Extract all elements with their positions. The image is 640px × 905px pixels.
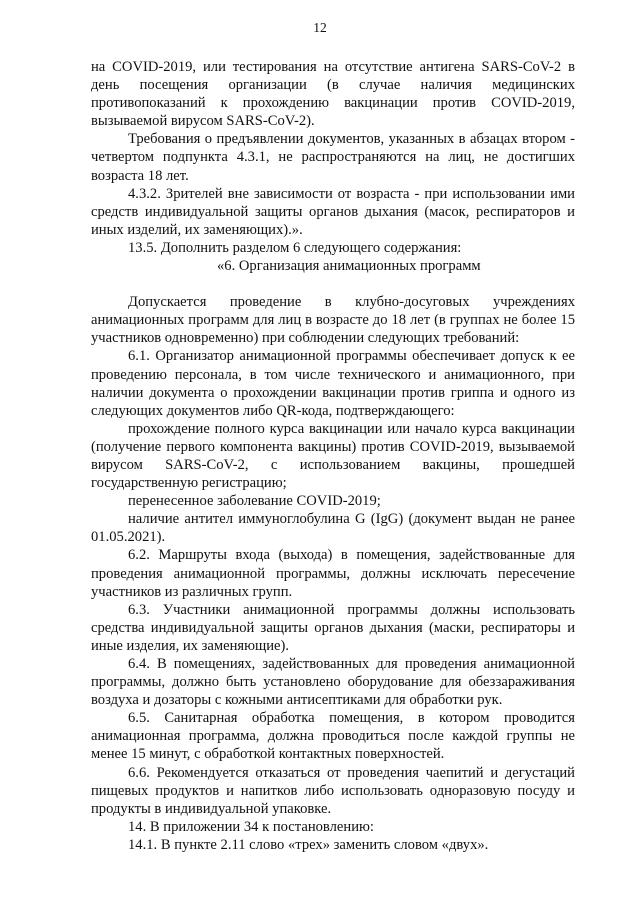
paragraph: 4.3.2. Зрителей вне зависимости от возраста - при использовании ими средств индивидуальной защиты органов дыхания (масок, респираторов и иных изделий, их заменяющих).». (91, 185, 575, 238)
paragraph: 6.3. Участники анимационной программы должны использовать средства индивидуальной защиты органов дыхания (маски, респираторы и иные изделия, их заменяющие). (91, 601, 575, 654)
paragraph: Требования о предъявлении документов, указанных в абзацах втором - четвертом подпункта 4.3.1, не распространяются на лиц, не достигших возраста 18 лет. (91, 131, 575, 184)
paragraph: 6.6. Рекомендуется отказаться от проведения чаепитий и дегустаций пищевых продуктов и напитков либо использовать одноразовую посуду и продукты в индивидуальной упаковке. (91, 764, 575, 817)
paragraph: 6.4. В помещениях, задействованных для проведения анимационной программы, должно быть установлено оборудование для обеззараживания воздуха и дозаторы с кожными антисептиками для обработки рук. (91, 656, 575, 709)
page-number: 12 (313, 20, 327, 35)
document-body (91, 58, 575, 854)
paragraph: 6.2. Маршруты входа (выхода) в помещения, задействованные для проведения анимационной программы, должны исключать пересечение участников из различных групп. (91, 547, 575, 600)
blank-line (91, 275, 575, 293)
paragraph: 14.1. В пункте 2.11 слово «трех» заменить словом «двух». (128, 836, 489, 853)
section-heading: «6. Организация анимационных программ (217, 258, 481, 275)
paragraph: прохождение полного курса вакцинации или начало курса вакцинации (получение первого компонента вакцины) против COVID-2019, вызываемой вирусом SARS-CoV-2, с использованием вакцины, прошедшей государственную регистрацию; (91, 420, 575, 492)
paragraph: 14. В приложении 34 к постановлению: (128, 818, 374, 835)
paragraph: 6.1. Организатор анимационной программы обеспечивает допуск к ее проведению персонала, в том числе технического и анимационного, при наличии документа о прохождении вакцинации против гриппа и одного из следующих документов либо QR-кода, подтверждающего: (91, 348, 575, 419)
paragraph: на COVID-2019, или тестирования на отсутствие антигена SARS-CoV-2 в день посещения организации (в случае наличия медицинских противопоказаний к прохождению вакцинации против COVID-2019, вызываемой вирусом SARS-CoV-2). (91, 59, 575, 130)
paragraph: Допускается проведение в клубно-досуговых учреждениях анимационных программ для лиц в возрасте до 18 лет (в группах не более 15 участников одновременно) при соблюдении следующих требований: (91, 294, 575, 347)
paragraph: наличие антител иммуноглобулина G (IgG) (документ выдан не ранее 01.05.2021). (91, 511, 575, 546)
paragraph: перенесенное заболевание COVID-2019; (128, 493, 381, 510)
paragraph: 13.5. Дополнить разделом 6 следующего содержания: (128, 239, 462, 256)
paragraph: 6.5. Санитарная обработка помещения, в котором проводится анимационная программа, должна проводиться после каждой группы не менее 15 минут, с обработкой контактных поверхностей. (91, 710, 575, 763)
